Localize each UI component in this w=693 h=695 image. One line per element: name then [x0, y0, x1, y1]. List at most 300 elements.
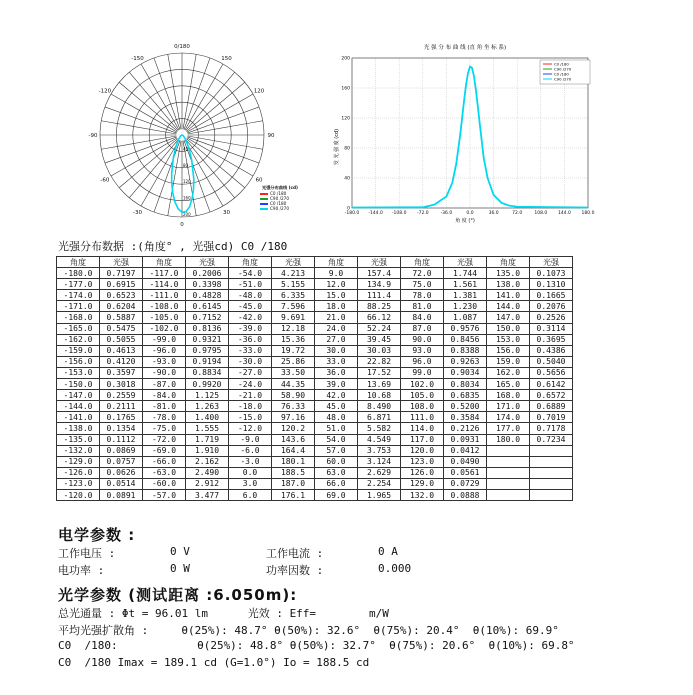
table-cell: 75.0 — [401, 279, 444, 290]
x-tick-label: 144.0 — [557, 211, 571, 216]
table-cell: -81.0 — [143, 401, 186, 412]
y-tick-label: 40 — [344, 176, 350, 182]
polar-radial-label: 40 — [183, 146, 189, 152]
table-cell: -162.0 — [57, 334, 100, 345]
luminous-flux-line: 总光通量 : Φt = 96.01 lm 光效 : Eff= m/W — [58, 607, 389, 620]
table-cell: 0.2526 — [530, 312, 573, 323]
table-cell: 0.4120 — [100, 356, 143, 367]
table-cell: -99.0 — [143, 334, 186, 345]
table-cell: 4.213 — [272, 268, 315, 279]
table-row — [57, 367, 573, 378]
polar-legend-item: C0 /180 — [270, 191, 287, 196]
table-cell: 51.0 — [315, 423, 358, 434]
table-cell: -156.0 — [57, 356, 100, 367]
table-cell: 1.230 — [444, 301, 487, 312]
table-cell: -120.0 — [57, 489, 100, 500]
table-cell: 159.0 — [487, 356, 530, 367]
table-row — [57, 279, 573, 290]
table-cell: -78.0 — [143, 412, 186, 423]
table-cell: 81.0 — [401, 301, 444, 312]
table-cell: 60.0 — [315, 456, 358, 467]
table-cell: 105.0 — [401, 390, 444, 401]
table-cell: -126.0 — [57, 467, 100, 478]
x-tick-label: 36.0 — [488, 211, 499, 216]
table-cell: 0.6835 — [444, 390, 487, 401]
table-cell: 69.0 — [315, 489, 358, 500]
table-cell: 90.0 — [401, 334, 444, 345]
table-cell: 138.0 — [487, 279, 530, 290]
table-cell — [487, 489, 530, 500]
cartesian-intensity-chart — [330, 42, 600, 224]
table-header-cell: 光强 — [272, 257, 315, 268]
table-cell: 0.0729 — [444, 478, 487, 489]
table-cell: 164.4 — [272, 445, 315, 456]
table-cell: -165.0 — [57, 323, 100, 334]
table-header-cell: 光强 — [186, 257, 229, 268]
table-cell: 0.9194 — [186, 356, 229, 367]
table-cell: -105.0 — [143, 312, 186, 323]
table-cell: 153.0 — [487, 334, 530, 345]
table-cell: 88.25 — [358, 301, 401, 312]
table-cell: -57.0 — [143, 489, 186, 500]
table-cell: 0.6145 — [186, 301, 229, 312]
table-cell: 42.0 — [315, 390, 358, 401]
imax-line: C0 /180 Imax = 189.1 cd (G=1.0°) Io = 188.5 cd — [58, 656, 370, 669]
table-cell: 150.0 — [487, 323, 530, 334]
table-cell: -60.0 — [143, 478, 186, 489]
table-row — [57, 401, 573, 412]
table-cell: -102.0 — [143, 323, 186, 334]
table-cell: 5.582 — [358, 423, 401, 434]
table-cell: -117.0 — [143, 268, 186, 279]
table-cell: 187.0 — [272, 478, 315, 489]
table-cell: -177.0 — [57, 279, 100, 290]
table-cell: -9.0 — [229, 434, 272, 445]
polar-radial-label: 80 — [183, 162, 189, 168]
table-cell: 0.0891 — [100, 489, 143, 500]
table-cell — [487, 456, 530, 467]
table-cell: 0.7019 — [530, 412, 573, 423]
table-cell: 78.0 — [401, 290, 444, 301]
table-cell: -159.0 — [57, 345, 100, 356]
table-cell: 12.18 — [272, 323, 315, 334]
table-cell — [530, 456, 573, 467]
polar-angle-label: 0/180 — [174, 44, 190, 50]
table-cell: 134.9 — [358, 279, 401, 290]
table-cell: 0.5055 — [100, 334, 143, 345]
table-cell: 0.1354 — [100, 423, 143, 434]
table-cell: -3.0 — [229, 456, 272, 467]
table-row — [57, 434, 573, 445]
table-cell: 1.400 — [186, 412, 229, 423]
table-header-cell: 角度 — [487, 257, 530, 268]
table-body — [57, 268, 573, 501]
polar-legend-item: C90 /270 — [270, 196, 289, 201]
table-cell: -18.0 — [229, 401, 272, 412]
table-cell: -30.0 — [229, 356, 272, 367]
table-cell: 93.0 — [401, 345, 444, 356]
table-cell: -108.0 — [143, 301, 186, 312]
table-cell: 1.087 — [444, 312, 487, 323]
x-tick-label: 180.0 — [581, 211, 595, 216]
polar-angle-label: 60 — [255, 177, 263, 184]
table-row — [57, 412, 573, 423]
table-cell: 9.691 — [272, 312, 315, 323]
chart-title: 光 强 分 布 曲 线 (直 角 坐 标 系) — [423, 45, 507, 51]
table-cell: 0.0888 — [444, 489, 487, 500]
table-row — [57, 445, 573, 456]
x-tick-label: -36.0 — [440, 211, 453, 216]
table-cell: 0.7234 — [530, 434, 573, 445]
table-cell: 1.965 — [358, 489, 401, 500]
table-cell: 17.52 — [358, 367, 401, 378]
table-cell: -12.0 — [229, 423, 272, 434]
table-cell: 168.0 — [487, 390, 530, 401]
table-cell: 30.03 — [358, 345, 401, 356]
x-tick-label: -108.0 — [391, 211, 407, 216]
table-cell: 6.335 — [272, 290, 315, 301]
table-cell: 19.72 — [272, 345, 315, 356]
x-tick-label: 108.0 — [534, 211, 548, 216]
table-cell: 44.35 — [272, 379, 315, 390]
table-cell: 8.490 — [358, 401, 401, 412]
table-cell: 162.0 — [487, 367, 530, 378]
table-cell: 12.0 — [315, 279, 358, 290]
polar-angle-label: 120 — [253, 88, 265, 95]
table-cell: 72.0 — [401, 268, 444, 279]
table-cell: 111.0 — [401, 412, 444, 423]
table-cell: 9.0 — [315, 268, 358, 279]
power-factor-value: 0.000 — [378, 562, 412, 575]
chart-legend — [540, 60, 590, 84]
table-cell: 0.6142 — [530, 379, 573, 390]
table-cell: -63.0 — [143, 467, 186, 478]
polar-radial-label: 120 — [183, 179, 191, 185]
table-cell: 0.0626 — [100, 467, 143, 478]
table-cell: 111.4 — [358, 290, 401, 301]
x-axis-label: 角 度 (°) — [455, 218, 475, 224]
table-cell: 1.744 — [444, 268, 487, 279]
table-cell: -51.0 — [229, 279, 272, 290]
table-cell: 0.5040 — [530, 356, 573, 367]
table-cell: 52.24 — [358, 323, 401, 334]
x-tick-label: -180.0 — [344, 211, 360, 216]
table-cell: -36.0 — [229, 334, 272, 345]
table-row — [57, 301, 573, 312]
table-cell: 0.3114 — [530, 323, 573, 334]
polar-legend-item: C90 /270 — [270, 206, 289, 211]
y-tick-label: 120 — [341, 116, 350, 122]
table-header-cell: 角度 — [315, 257, 358, 268]
table-cell: 30.0 — [315, 345, 358, 356]
beam-angle-avg-line: 平均光强扩散角 : θ(25%): 48.7° θ(50%): 32.6° θ(75%): 20.4° θ(10%): 69.9° — [58, 624, 559, 637]
table-row — [57, 323, 573, 334]
table-cell: 76.33 — [272, 401, 315, 412]
table-cell: 96.0 — [401, 356, 444, 367]
table-header-cell: 光强 — [444, 257, 487, 268]
table-cell: 126.0 — [401, 467, 444, 478]
table-cell: 0.1310 — [530, 279, 573, 290]
table-cell: 1.561 — [444, 279, 487, 290]
table-cell: 0.4613 — [100, 345, 143, 356]
table-cell: -33.0 — [229, 345, 272, 356]
voltage-label: 工作电压 : — [58, 547, 116, 560]
y-tick-label: 200 — [341, 56, 350, 62]
table-header-cell: 光强 — [358, 257, 401, 268]
table-cell: -39.0 — [229, 323, 272, 334]
table-cell: 63.0 — [315, 467, 358, 478]
polar-angle-label: -150 — [131, 55, 144, 62]
table-cell: 0.9576 — [444, 323, 487, 334]
table-cell: 0.0931 — [444, 434, 487, 445]
table-cell: 174.0 — [487, 412, 530, 423]
table-cell: 21.0 — [315, 312, 358, 323]
x-tick-label: 0.0 — [466, 211, 474, 216]
table-header-cell: 角度 — [401, 257, 444, 268]
table-cell: 135.0 — [487, 268, 530, 279]
table-cell: 18.0 — [315, 301, 358, 312]
table-cell: 22.82 — [358, 356, 401, 367]
table-cell: 0.1112 — [100, 434, 143, 445]
table-header-cell: 角度 — [143, 257, 186, 268]
table-cell: 6.871 — [358, 412, 401, 423]
table-cell: -21.0 — [229, 390, 272, 401]
table-cell: -66.0 — [143, 456, 186, 467]
legend-item: C0 /180 — [554, 61, 569, 67]
table-cell: -69.0 — [143, 445, 186, 456]
table-cell: 0.8388 — [444, 345, 487, 356]
table-cell: 123.0 — [401, 456, 444, 467]
table-cell — [530, 467, 573, 478]
x-tick-label: -144.0 — [368, 211, 383, 216]
table-cell: 0.7178 — [530, 423, 573, 434]
table-cell: 1.125 — [186, 390, 229, 401]
table-cell: 0.0514 — [100, 478, 143, 489]
table-row — [57, 379, 573, 390]
table-cell: 33.0 — [315, 356, 358, 367]
distribution-table — [56, 256, 573, 501]
table-cell: 0.8456 — [444, 334, 487, 345]
table-cell: 15.36 — [272, 334, 315, 345]
table-cell: 99.0 — [401, 367, 444, 378]
power-factor-label: 功率因数 : — [266, 564, 324, 577]
table-cell: -93.0 — [143, 356, 186, 367]
table-cell: -54.0 — [229, 268, 272, 279]
table-cell: -138.0 — [57, 423, 100, 434]
table-cell: 1.555 — [186, 423, 229, 434]
table-cell: 117.0 — [401, 434, 444, 445]
table-cell: 27.0 — [315, 334, 358, 345]
table-cell: 3.0 — [229, 478, 272, 489]
table-cell: 0.8034 — [444, 379, 487, 390]
polar-legend-title: 光强分布曲线 (cd) — [262, 185, 298, 190]
legend-item: C0 /180 — [554, 71, 569, 77]
y-tick-label: 160 — [341, 86, 350, 92]
table-cell: -6.0 — [229, 445, 272, 456]
table-cell: 0.3398 — [186, 279, 229, 290]
table-cell: -87.0 — [143, 379, 186, 390]
power-label: 电功率 : — [58, 564, 105, 577]
table-header-row — [57, 257, 573, 268]
legend-item: C90 /270 — [554, 76, 572, 82]
table-cell: 0.0757 — [100, 456, 143, 467]
table-row — [57, 456, 573, 467]
table-cell: 0.5200 — [444, 401, 487, 412]
table-cell: 39.0 — [315, 379, 358, 390]
table-cell: 0.0561 — [444, 467, 487, 478]
table-cell: 0.3018 — [100, 379, 143, 390]
table-cell: -24.0 — [229, 379, 272, 390]
table-cell: 0.8834 — [186, 367, 229, 378]
table-cell: 156.0 — [487, 345, 530, 356]
table-cell: -174.0 — [57, 290, 100, 301]
table-cell: 33.50 — [272, 367, 315, 378]
table-cell: 0.9321 — [186, 334, 229, 345]
table-cell: 13.69 — [358, 379, 401, 390]
table-cell: -132.0 — [57, 445, 100, 456]
table-cell: -168.0 — [57, 312, 100, 323]
table-cell: 4.549 — [358, 434, 401, 445]
table-cell: 2.912 — [186, 478, 229, 489]
y-tick-label: 0 — [347, 206, 350, 212]
table-cell: 0.2559 — [100, 390, 143, 401]
polar-radial-label: 200 — [183, 212, 191, 217]
table-cell: -153.0 — [57, 367, 100, 378]
power-value: 0 W — [170, 562, 190, 575]
table-cell: 0.1665 — [530, 290, 573, 301]
table-cell: 1.381 — [444, 290, 487, 301]
polar-angle-label: 30 — [223, 210, 230, 217]
table-cell: 0.2111 — [100, 401, 143, 412]
table-cell: -135.0 — [57, 434, 100, 445]
table-cell: 0.3597 — [100, 367, 143, 378]
table-cell: -150.0 — [57, 379, 100, 390]
table-cell: 177.0 — [487, 423, 530, 434]
table-cell — [530, 489, 573, 500]
table-cell: 7.596 — [272, 301, 315, 312]
table-row — [57, 356, 573, 367]
table-cell: -48.0 — [229, 290, 272, 301]
table-cell: 66.0 — [315, 478, 358, 489]
table-cell: 0.1073 — [530, 268, 573, 279]
table-cell: -84.0 — [143, 390, 186, 401]
table-cell: 0.3695 — [530, 334, 573, 345]
table-cell: 6.0 — [229, 489, 272, 500]
table-cell: 129.0 — [401, 478, 444, 489]
polar-legend — [260, 184, 298, 211]
table-cell: 1.719 — [186, 434, 229, 445]
table-cell: -42.0 — [229, 312, 272, 323]
table-cell: 144.0 — [487, 301, 530, 312]
table-header-cell: 光强 — [100, 257, 143, 268]
table-cell: 48.0 — [315, 412, 358, 423]
table-header-cell: 角度 — [229, 257, 272, 268]
table-row — [57, 478, 573, 489]
table-cell: -147.0 — [57, 390, 100, 401]
table-row — [57, 312, 573, 323]
table-cell: 0.2006 — [186, 268, 229, 279]
legend-item: C90 /270 — [554, 66, 572, 72]
table-cell: 165.0 — [487, 379, 530, 390]
distribution-data-title: 光强分布数据 :(角度° , 光强cd) C0 /180 — [58, 240, 288, 253]
table-cell: 143.6 — [272, 434, 315, 445]
table-cell: 10.68 — [358, 390, 401, 401]
table-cell: 141.0 — [487, 290, 530, 301]
voltage-value: 0 V — [170, 545, 190, 558]
table-row — [57, 489, 573, 500]
table-cell: 120.2 — [272, 423, 315, 434]
table-cell: 0.0869 — [100, 445, 143, 456]
table-cell: 2.254 — [358, 478, 401, 489]
table-cell: 24.0 — [315, 323, 358, 334]
polar-angle-label: 90 — [267, 133, 275, 139]
y-tick-label: 80 — [344, 146, 350, 152]
table-row — [57, 290, 573, 301]
table-cell: 15.0 — [315, 290, 358, 301]
table-cell: 0.6889 — [530, 401, 573, 412]
x-tick-label: -72.0 — [416, 211, 429, 216]
table-cell: 45.0 — [315, 401, 358, 412]
table-cell: -96.0 — [143, 345, 186, 356]
table-cell: -90.0 — [143, 367, 186, 378]
table-cell: 132.0 — [401, 489, 444, 500]
polar-angle-label: 0 — [180, 222, 184, 228]
table-cell: 0.9920 — [186, 379, 229, 390]
table-cell: 171.0 — [487, 401, 530, 412]
table-cell: 0.5887 — [100, 312, 143, 323]
table-cell: 188.5 — [272, 467, 315, 478]
table-cell: 0.9034 — [444, 367, 487, 378]
table-cell: 102.0 — [401, 379, 444, 390]
table-cell: 0.6915 — [100, 279, 143, 290]
current-value: 0 A — [378, 545, 398, 558]
table-cell: 0.8136 — [186, 323, 229, 334]
table-cell — [487, 445, 530, 456]
table-cell: 0.3584 — [444, 412, 487, 423]
y-axis-label: 发 光 强 度 (cd) — [334, 128, 340, 166]
table-cell: -114.0 — [143, 279, 186, 290]
polar-radial-label: 160 — [183, 195, 191, 201]
table-cell: 36.0 — [315, 367, 358, 378]
table-cell: 97.16 — [272, 412, 315, 423]
table-cell: 0.7197 — [100, 268, 143, 279]
table-cell: 176.1 — [272, 489, 315, 500]
table-cell: 0.9795 — [186, 345, 229, 356]
table-cell: 0.0412 — [444, 445, 487, 456]
current-label: 工作电流 : — [266, 547, 324, 560]
table-cell: 180.1 — [272, 456, 315, 467]
table-cell: 180.0 — [487, 434, 530, 445]
table-cell: 3.753 — [358, 445, 401, 456]
polar-angle-label: -30 — [133, 210, 142, 217]
table-cell: 39.45 — [358, 334, 401, 345]
table-cell: -15.0 — [229, 412, 272, 423]
table-cell: 0.2126 — [444, 423, 487, 434]
table-cell: 0.9263 — [444, 356, 487, 367]
table-cell: 0.0490 — [444, 456, 487, 467]
table-cell: -180.0 — [57, 268, 100, 279]
table-cell: -27.0 — [229, 367, 272, 378]
table-cell: 157.4 — [358, 268, 401, 279]
electrical-section-title: 电学参数 : — [58, 526, 136, 544]
table-cell: -45.0 — [229, 301, 272, 312]
table-cell: 114.0 — [401, 423, 444, 434]
table-cell: 0.1765 — [100, 412, 143, 423]
table-cell: -141.0 — [57, 412, 100, 423]
table-cell: -72.0 — [143, 434, 186, 445]
table-cell: -75.0 — [143, 423, 186, 434]
table-cell: -171.0 — [57, 301, 100, 312]
